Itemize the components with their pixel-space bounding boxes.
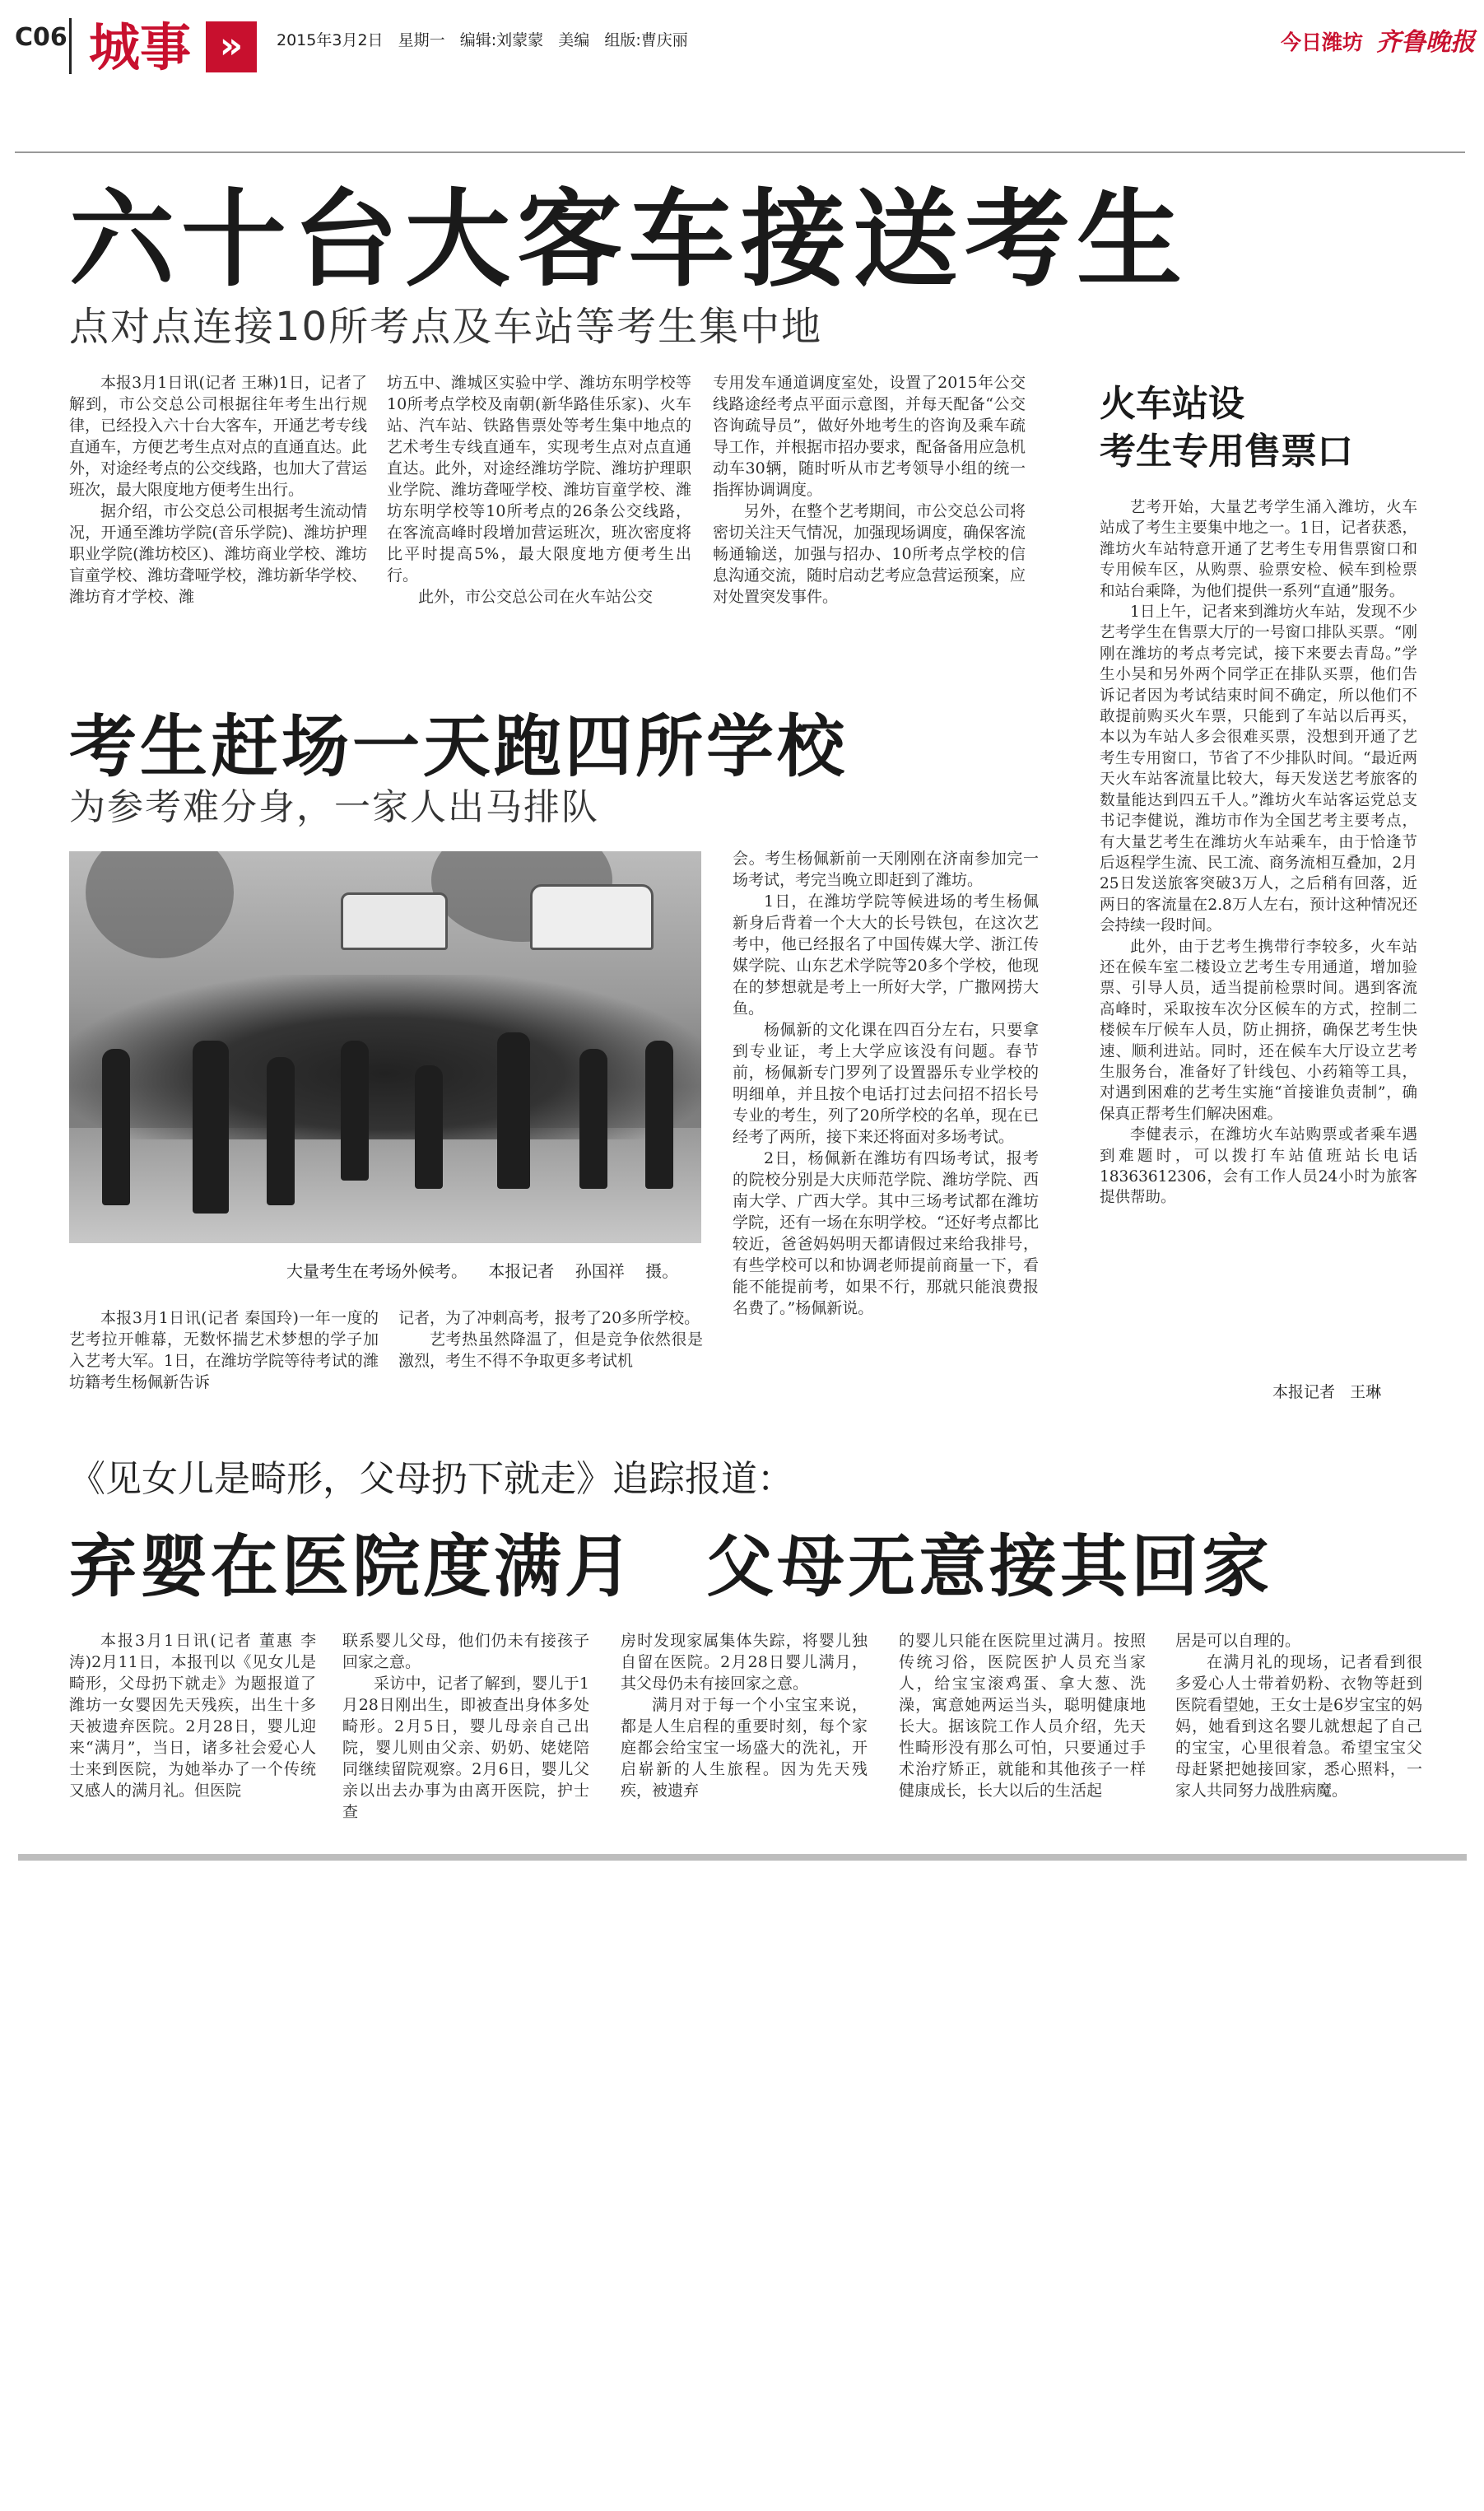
sidebar-headline xyxy=(1100,380,1353,476)
photo-person xyxy=(415,1065,443,1189)
header-rule xyxy=(15,151,1465,153)
story3-column-1 xyxy=(69,1630,316,1836)
header-divider xyxy=(69,18,72,74)
story3-para: 在满月礼的现场，记者看到很多爱心人士带着奶粉、衣物等赶到医院看望她，王女士是6岁宝宝的妈妈，她看到这名婴儿就想起了自己的宝宝，心里很着急。希望宝宝父母赶紧把她接回家，悉心照料，一家人共同努力战胜病魔。 xyxy=(1175,1653,1422,1800)
story3-column-5 xyxy=(1175,1630,1422,1836)
story3-column-3 xyxy=(621,1630,868,1836)
story3-para: 本报3月1日讯(记者 董惠 李涛)2月11日，本报刊以《见女儿是畸形，父母扔下就走》为题报道了潍坊一女婴因先天残疾，出生十多天被遗弃医院。2月28日，婴儿迎来“满月”，当日，诸多社会爱心人士来到医院，为她举办了一个传统又感人的满月礼。但医院 xyxy=(69,1632,316,1800)
photo-person xyxy=(341,1041,369,1181)
story2-column-2 xyxy=(398,1307,703,1398)
story1-para: 据介绍，市公交总公司根据考生流动情况，开通至潍坊学院(音乐学院)、潍坊护理职业学院(潍坊校区)、潍坊商业学校、潍坊盲童学校、潍坊聋哑学校，潍坊新华学校、潍坊育才学校、潍 xyxy=(69,502,367,606)
story2-para: 1日，在潍坊学院等候进场的考生杨佩新身后背着一个大大的长号铁包，在这次艺考中，他已经报名了中国传媒大学、浙江传媒学院、山东艺术学院等20多个学校，他现在的梦想就是考上一所好大学，广撒网捞大鱼。 xyxy=(733,892,1039,1018)
story3-para: 联系婴儿父母，他们仍未有接孩子回家之意。 xyxy=(342,1632,589,1671)
story3-column-2 xyxy=(342,1630,589,1836)
sidebar-para: 此外，由于艺考生携带行李较多，火车站还在候车室二楼设立艺考生专用通道，增加验票、引导人员，适当提前检票时间。遇到客流高峰时，采取按车次分区候车的方式，控制二楼候车厅候车人员，防止拥挤，确保艺考生快速、顺利进站。同时，还在候车大厅设立艺考生服务台，准备好了针线包、小药箱等工具，对遇到困难的艺考生实施“首接谁负责制”，确保真正帮考生们解决困难。 xyxy=(1100,938,1417,1123)
story1-para: 专用发车通道调度室处，设置了2015年公交线路途经考点平面示意图，并每天配备“公交咨询疏导员”，做好外地考生的咨询及乘车疏导工作，并根据市招办要求，配备备用应急机动车30辆，随时听从市艺考领导小组的统一指挥协调调度。 xyxy=(713,374,1026,499)
story2-headline: 考生赶场一天跑四所学校 xyxy=(69,708,849,786)
photo-person xyxy=(102,1049,130,1205)
story2-column-1 xyxy=(69,1307,379,1398)
story1-column-1 xyxy=(69,372,367,634)
page-bottom-rule xyxy=(18,1854,1467,1861)
story3-para: 采访中，记者了解到，婴儿于1月28日刚出生，即被查出身体多处畸形。2月5日，婴儿母亲自己出院，婴儿则由父亲、奶奶、姥姥陪同继续留院观察。2月6日，婴儿父亲以出去办事为由离开医院，护士查 xyxy=(342,1675,589,1821)
story3-kicker: 《见女儿是畸形，父母扔下就走》追踪报道： xyxy=(69,1458,793,1500)
story1-para: 坊五中、潍城区实验中学、潍坊东明学校等10所考点学校及南朝(新华路佳乐家)、火车站、汽车站、铁路售票处等考生集中地点的艺术考生专线直通车，实现考生点对点直通直达。此外，对途经潍坊学院、潍坊护理职业学院、潍坊聋哑学校、潍坊盲童学校、潍坊东明学校等10所考点的26条公交线路，在客流高峰时段增加营运班次，班次密度将比平时提高5%，最大限度地方便考生出行。 xyxy=(387,374,691,585)
sidebar-para: 李健表示，在潍坊火车站购票或者乘车遇到难题时，可以拨打车站值班站长电话18363612306，会有工作人员24小时为旅客提供帮助。 xyxy=(1100,1126,1417,1207)
sidebar-body xyxy=(1100,497,1417,1378)
story2-column-3 xyxy=(733,848,1039,1400)
story2-subheadline: 为参考难分身，一家人出马排队 xyxy=(69,786,599,828)
photo-person xyxy=(267,1057,295,1205)
story1-para: 本报3月1日讯(记者 王琳)1日，记者了解到，市公交总公司根据往年考生出行规律，已经投入六十台大客车，开通艺考专线直通车，方便艺考生点对点的直通直达。此外，对途经考点的公交线路，也加大了营运班次，最大限度地方便考生出行。 xyxy=(69,374,367,499)
story2-para: 2日，杨佩新在潍坊有四场考试，报考的院校分别是大庆师范学院、潍坊学院、西南大学、广西大学。其中三场考试都在潍坊学院，还有一场在东明学校。“还好考点都比较近，爸爸妈妈明天都请假过来给我排号，有些学校可以和协调老师提前商量一下，看能不能提前考，如果不行，那就只能浪费报名费了。”杨佩新说。 xyxy=(733,1149,1039,1317)
sidebar-headline-line1: 火车站设 xyxy=(1100,383,1244,425)
photo-tree xyxy=(86,851,234,958)
story3-para: 满月对于每一个小宝宝来说，都是人生启程的重要时刻，每个家庭都会给宝宝一场盛大的洗礼，开启崭新的人生旅程。因为先天残疾，被遗弃 xyxy=(621,1696,868,1800)
sidebar-para: 1日上午，记者来到潍坊火车站，发现不少艺考学生在售票大厅的一号窗口排队买票。“刚刚在潍坊的考点考完试，接下来要去青岛。”学生小吴和另外两个同学正在排队买票，他们告诉记者因为考试结束时间不确定，所以他们不敢提前购买火车票，只能到了车站以后再买，本以为车站人多会很难买票，没想到开通了艺考生专用窗口，节省了不少排队时间。“最近两天火车站客流量比较大，每天发送艺考旅客的数量能达到四五千人。”潍坊火车站客运党总支书记李健说，潍坊市作为全国艺考主要考点，有大量艺考生在潍坊火车站乘车，由于恰逢节后返程学生流、民工流、商务流相互叠加，2月25日发送旅客突破3万人，之后稍有回落，近两日的客流量在2.8万人左右，预计这种情况还会持续一段时间。 xyxy=(1100,603,1417,935)
chevron-right-icon: » xyxy=(206,21,257,72)
photo-person xyxy=(579,1049,607,1189)
story3-column-4 xyxy=(899,1630,1146,1836)
story2-para: 艺考热虽然降温了，但是竞争依然很是激烈，考生不得不争取更多考试机 xyxy=(398,1330,703,1370)
story2-para: 记者，为了冲刺高考，报考了20多所学校。 xyxy=(398,1309,700,1327)
photo-person xyxy=(497,1032,530,1189)
story1-headline: 六十台大客车接送考生 xyxy=(69,179,1189,301)
story2-para: 杨佩新的文化课在四百分左右，只要拿到专业证，考上大学应该没有问题。春节前，杨佩新专门罗列了设置器乐专业学校的明细单，并且按个电话打过去问招不招长号专业的考生，列了20所学校的名单，现在已经考了两所，接下来还将面对多场考试。 xyxy=(733,1021,1039,1146)
photo-van xyxy=(341,892,448,950)
story1-para: 此外，市公交总公司在火车站公交 xyxy=(418,588,654,606)
story2-para: 会。考生杨佩新前一天刚刚在济南参加完一场考试，考完当晚立即赶到了潍坊。 xyxy=(733,850,1039,889)
photo-person xyxy=(645,1041,673,1189)
story1-column-3 xyxy=(713,372,1026,634)
photo-caption: 大量考生在考场外候考。 本报记者 孙国祥 摄。 xyxy=(286,1261,679,1281)
story3-para: 房时发现家属集体失踪，将婴儿独自留在医院。2月28日婴儿满月，其父母仍未有接回家之意。 xyxy=(621,1632,868,1693)
story1-subheadline: 点对点连接10所考点及车站等考生集中地 xyxy=(69,304,823,350)
story3-para: 的婴儿只能在医院里过满月。按照传统习俗，医院医护人员充当家人，给宝宝滚鸡蛋、拿大葱、洗澡，寓意她两运当头，聪明健康地长大。据该院工作人员介绍，先天性畸形没有那么可怕，只要通过手术治疗矫正，就能和其他孩子一样健康成长，长大以后的生活起 xyxy=(899,1632,1146,1800)
newspaper-logo: 齐鲁晚报 xyxy=(1376,28,1475,57)
story2-para: 本报3月1日讯(记者 秦国玲)一年一度的艺考拉开帷幕，无数怀揣艺术梦想的学子加入艺考大军。1日，在潍坊学院等待考试的潍坊籍考生杨佩新告诉 xyxy=(69,1309,379,1391)
story3-headline: 弃婴在医院度满月 父母无意接其回家 xyxy=(69,1528,1273,1606)
story3-para: 居是可以自理的。 xyxy=(1175,1632,1301,1650)
story1-para: 另外，在整个艺考期间，市公交总公司将密切关注天气情况，加强现场调度，确保客流畅通输送，加强与招办、10所考点学校的信息沟通交流，随时启动艺考应急营运预案，应对处置突发事件。 xyxy=(713,502,1026,606)
page-number: C06 xyxy=(15,23,67,52)
section-name: 城事 xyxy=(89,17,192,77)
news-photo xyxy=(69,851,701,1243)
edition-name: 今日潍坊 xyxy=(1281,30,1364,54)
sidebar-para: 艺考开始，大量艺考学生涌入潍坊，火车站成了考生主要集中地之一。1日，记者获悉，潍坊火车站特意开通了艺考生专用售票窗口和专用候车区，从购票、验票安检、候车到检票和站台乘降，为他们提供一系列“直通”服务。 xyxy=(1100,499,1417,600)
photo-person xyxy=(193,1041,229,1214)
sidebar-headline-line2: 考生专用售票口 xyxy=(1100,431,1353,473)
photo-van xyxy=(530,884,654,950)
sidebar-byline: 本报记者 王琳 xyxy=(1272,1383,1382,1401)
story1-column-2 xyxy=(387,372,691,634)
header-meta: 2015年3月2日 星期一 编辑:刘蒙蒙 美编 组版:曹庆丽 xyxy=(277,31,688,49)
